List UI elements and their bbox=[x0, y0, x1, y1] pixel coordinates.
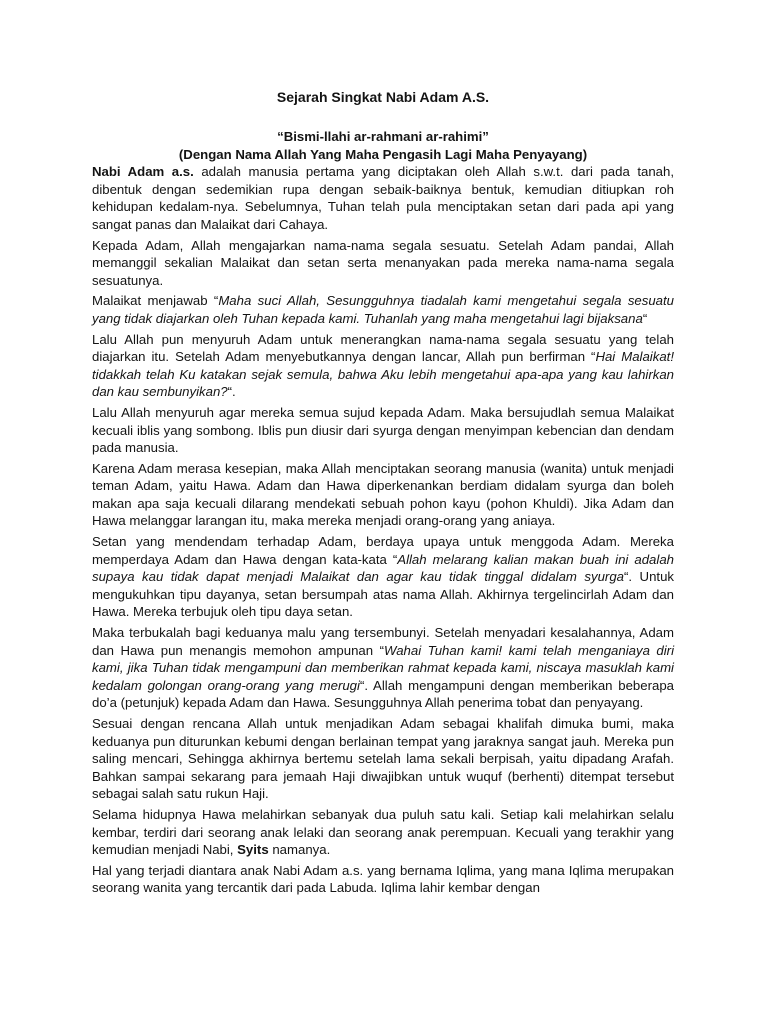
paragraph-10-bold: Syits bbox=[237, 842, 269, 858]
paragraph-3 bbox=[92, 292, 674, 327]
paragraph-7-quote: Allah melarang kalian makan buah ini adalah supaya kau tidak dapat menjadi Malaikat dan agar kau tidak tinggal didalam syurga bbox=[92, 551, 674, 585]
paragraph-6: Karena Adam merasa kesepian, maka Allah menciptakan seorang manusia (wanita) untuk menjadi teman Adam, yaitu Hawa. Adam dan Hawa diperkenankan berdiam didalam syurga dan boleh makan apa saja kecuali dilarang mendekati sebuah pohon kayu (pohon Khuldi). Jika Adam dan Hawa melanggar larangan itu, maka mereka menjadi orang-orang yang aniaya. bbox=[92, 460, 674, 529]
paragraph-2: Kepada Adam, Allah mengajarkan nama-nama segala sesuatu. Setelah Adam pandai, Allah memanggil sekalian Malaikat dan setan serta menanyakan pada mereka nama-nama segala sesuatunya. bbox=[92, 237, 674, 288]
paragraph-10-after: namanya. bbox=[268, 842, 331, 858]
paragraph-1-text: adalah manusia pertama yang diciptakan oleh Allah s.w.t. dari pada tanah, dibentuk dengan sedemikian rupa dengan sebaik-baiknya bentuk, kemudian ditiupkan roh kehidupan kedalam-nya. Sebelumnya, Tuhan telah pula menciptakan setan dari pada api yang sangat panas dan Malaikat dari Cahaya. bbox=[92, 164, 675, 232]
paragraph-1 bbox=[92, 163, 674, 233]
paragraph-10 bbox=[92, 806, 674, 859]
paragraph-4-after: “. bbox=[227, 384, 236, 400]
paragraph-8 bbox=[92, 624, 674, 712]
paragraph-8-quote: Wahai Tuhan kami! kami telah menganiaya diri kami, jika Tuhan tidak mengampuni dan memberikan rahmat kepada kami, niscaya masuklah kami kedalam golongan orang-orang yang merugi bbox=[92, 642, 674, 693]
paragraph-4 bbox=[92, 331, 674, 401]
document-page bbox=[92, 88, 674, 900]
paragraph-8-after: “. Allah mengampuni dengan memberikan beberapa do’a (petunjuk) kepada Adam dan Hawa. Sesungguhnya Allah penerima tobat dan penyayang. bbox=[92, 677, 674, 711]
bismillah-meaning: (Dengan Nama Allah Yang Maha Pengasih Lagi Maha Penyayang) bbox=[178, 146, 588, 162]
paragraph-8-before: Maka terbukalah bagi keduanya malu yang tersembunyi. Setelah menyadari kesalahannya, Adam dan Hawa pun menangis memohon ampunan “ bbox=[92, 625, 674, 658]
paragraph-7-after: “. Untuk mengukuhkan tipu dayanya, setan bersumpah atas nama Allah. Akhirnya tergelincirlah Adam dan Hawa. Mereka terbujuk oleh tipu daya setan. bbox=[92, 569, 674, 620]
paragraph-7 bbox=[92, 533, 674, 621]
paragraph-4-before: Lalu Allah pun menyuruh Adam untuk menerangkan nama-nama segala sesuatu yang telah diajarkan itu. Setelah Adam menyebutkannya dengan lancar, Allah pun berfirman “ bbox=[92, 331, 674, 365]
document-title: Sejarah Singkat Nabi Adam A.S. bbox=[276, 89, 490, 105]
paragraph-5: Lalu Allah menyuruh agar mereka semua sujud kepada Adam. Maka bersujudlah semua Malaikat kecuali iblis yang sombong. Iblis pun diusir dari syurga dengan menyimpan kebencian dan dendam pada manusia. bbox=[92, 404, 674, 456]
paragraph-9: Sesuai dengan rencana Allah untuk menjadikan Adam sebagai khalifah dimuka bumi, maka keduanya pun diturunkan kebumi dengan berlainan tempat yang jaraknya sangat jauh. Mereka pun saling mencari, Sehingga akhirnya bertemu setelah lama sekali berpisah, yaitu dipadang Arafah. Bahkan sampai sekarang para jemaah Haji diwajibkan untuk wuquf (berhenti) ditempat tersebut sebagai salah satu rukun Haji. bbox=[92, 716, 674, 802]
bismillah-line: “Bismi-llahi ar-rahmani ar-rahimi” bbox=[277, 129, 489, 144]
paragraph-3-after: “ bbox=[642, 310, 648, 326]
paragraph-3-before: Malaikat menjawab “ bbox=[92, 293, 219, 309]
paragraph-10-before: Selama hidupnya Hawa melahirkan sebanyak dua puluh satu kali. Setiap kali melahirkan selalu kembar, terdiri dari seorang anak lelaki dan seorang anak perempuan. Kecuali yang terakhir yang kemudian menjadi Nabi, bbox=[92, 806, 674, 858]
paragraph-3-quote: Maha suci Allah, Sesungguhnya tiadalah kami mengetahui segala sesuatu yang tidak diajarkan oleh Tuhan kepada kami. Tuhanlah yang maha mengetahui lagi bijaksana bbox=[92, 293, 675, 326]
paragraph-11: Hal yang terjadi diantara anak Nabi Adam a.s. yang bernama Iqlima, yang mana Iqlima merupakan seorang wanita yang tercantik dari pada Labuda. Iqlima lahir kembar dengan bbox=[92, 862, 674, 896]
paragraph-7-before: Setan yang mendendam terhadap Adam, berdaya upaya untuk menggoda Adam. Mereka memperdaya Adam dan Hawa dengan kata-kata “ bbox=[92, 534, 674, 567]
paragraph-1-lead: Nabi Adam a.s. bbox=[92, 164, 194, 180]
paragraph-4-quote: Hai Malaikat! tidakkah telah Ku katakan sejak semula, bahwa Aku lebih mengetahui apa-apa yang kau lahirkan dan kau sembunyikan? bbox=[92, 349, 674, 400]
